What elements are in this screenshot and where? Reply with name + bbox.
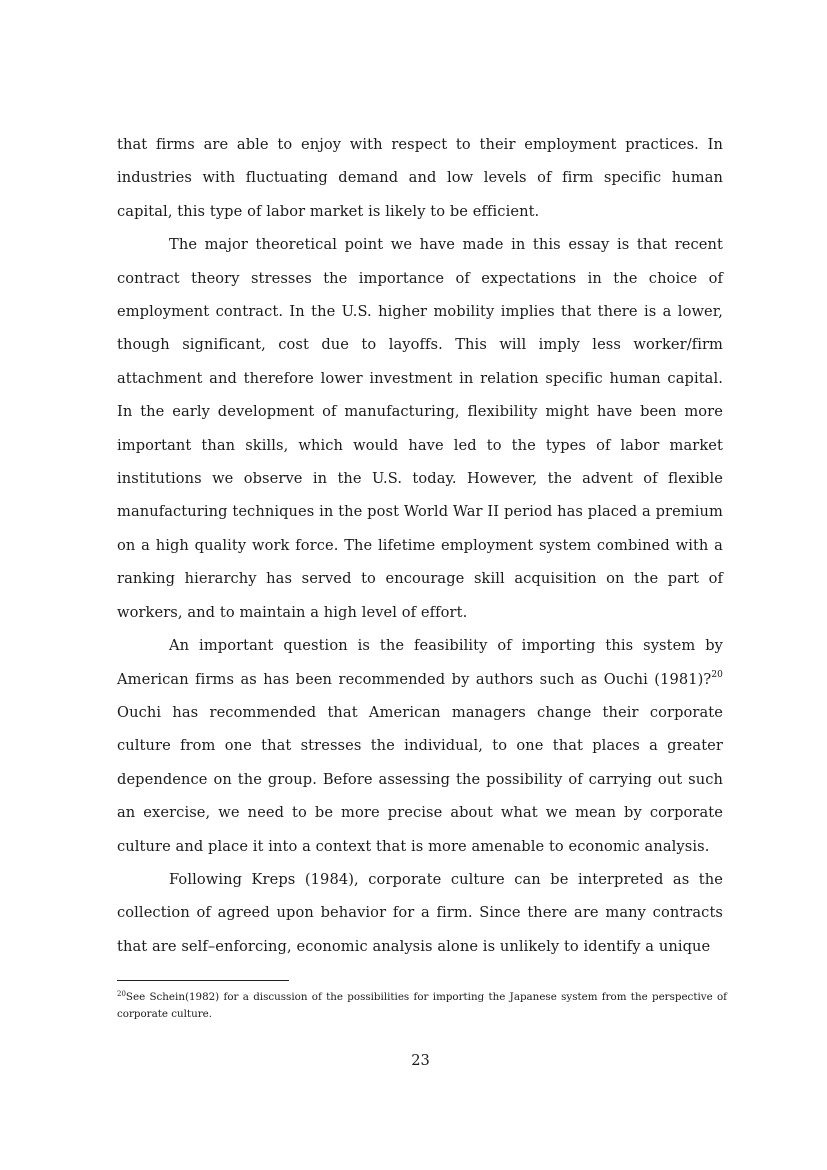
footnote-reference: 20 — [711, 669, 723, 680]
page-body — [117, 128, 723, 963]
paragraph-importing-question — [117, 629, 723, 863]
paragraph-text-before-note: An important question is the feasibility of importing this system by American firms as has been recommended by authors such as Ouchi (1981)? — [117, 637, 723, 688]
paragraph-corporate-culture: Following Kreps (1984), corporate culture can be interpreted as the collection of agreed upon behavior for a firm. Since there are many contracts that are self–enforcing, economic analysis alone is unlikely to identify a unique — [117, 870, 723, 955]
paragraph-theoretical-point: The major theoretical point we have made in this essay is that recent contract theory stresses the importance of expectations in the choice of employment contract. In the U.S. higher mobility implies that there is a lower, though significant, cost due to layoffs. This will imply less worker/firm attachment and therefore lower investment in relation specific human capital. In the early development of manufacturing, flexibility might have been more important than skills, which would have led to the types of labor market institutions we observe in the U.S. today. However, the advent of flexible manufacturing techniques in the post World War II period has placed a premium on a high quality work force. The lifetime employment system combined with a ranking hierarchy has served to encourage skill acquisition on the part of workers, and to maintain a high level of effort. — [117, 236, 723, 621]
page-number: 23 — [411, 1052, 430, 1069]
footnote-mark: 20 — [117, 990, 126, 998]
paragraph-continuation: that firms are able to enjoy with respect to their employment practices. In industries with fluctuating demand and low levels of firm specific human capital, this type of labor market is likely to be efficient. — [117, 136, 723, 220]
footnote-divider — [117, 980, 289, 981]
paragraph-text-after-note: Ouchi has recommended that American managers change their corporate culture from one that stresses the individual, to one that places a greater dependence on the group. Before assessing the possibility of carrying out such an exercise, we need to be more precise about what we mean by corporate culture and place it into a context that is more amenable to economic analysis. — [117, 703, 723, 855]
footnote-text: See Schein(1982) for a discussion of the possibilities for importing the Japanese system from the perspective of corporate culture. — [117, 991, 727, 1020]
footnote — [117, 989, 727, 1023]
